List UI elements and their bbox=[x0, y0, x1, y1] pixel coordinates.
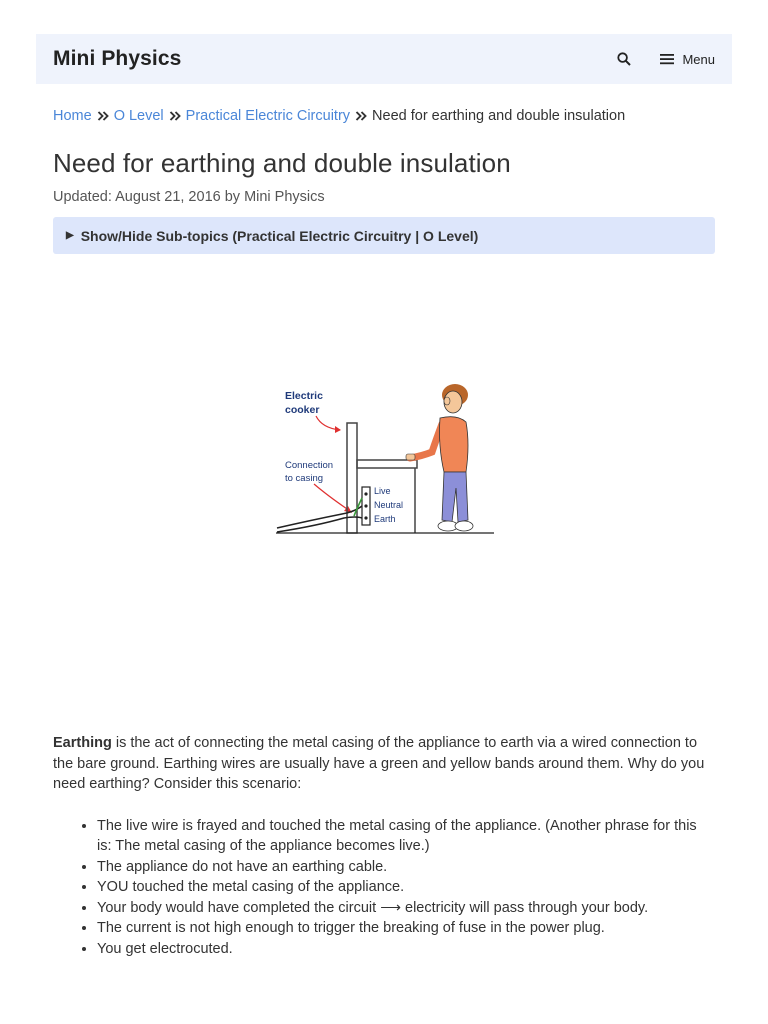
double-chevron-right-icon bbox=[97, 110, 109, 122]
list-item: • You get electrocuted. bbox=[97, 939, 715, 960]
menu-label: Menu bbox=[682, 51, 715, 67]
label-cooker: cooker bbox=[285, 404, 320, 416]
breadcrumb bbox=[53, 108, 625, 124]
menu-button[interactable] bbox=[660, 52, 715, 67]
term-earthing: Earthing bbox=[53, 735, 112, 751]
double-chevron-right-icon bbox=[169, 110, 181, 122]
double-chevron-right-icon bbox=[355, 110, 367, 122]
subtopics-toggle[interactable] bbox=[53, 217, 715, 254]
post-meta: Updated: August 21, 2016 by Mini Physics bbox=[53, 189, 325, 205]
site-title[interactable]: Mini Physics bbox=[53, 47, 182, 70]
breadcrumb-current: Need for earthing and double insulation bbox=[372, 108, 626, 124]
header-actions bbox=[614, 49, 715, 69]
intro-text: is the act of connecting the metal casing of the appliance to earth via a wired connection to the bare ground. Earthing wires are usually have a green and yellow bands around them. Why do you need earthing? Consider this scenario: bbox=[53, 735, 705, 792]
search-icon bbox=[617, 52, 631, 66]
label-connection: Connection bbox=[285, 460, 334, 471]
site-header bbox=[36, 34, 732, 84]
label-earth: Earth bbox=[374, 514, 396, 524]
list-item: • Your body would have completed the circuit ⟶ electricity will pass through your body. bbox=[97, 898, 715, 919]
breadcrumb-o-level[interactable]: O Level bbox=[113, 108, 164, 124]
triangle-right-icon: ▶ bbox=[66, 230, 74, 241]
breadcrumb-home[interactable]: Home bbox=[53, 108, 92, 124]
label-to-casing: to casing bbox=[285, 473, 324, 484]
subtopics-label: Show/Hide Sub-topics (Practical Electric Circuitry | O Level) bbox=[80, 227, 479, 244]
article-body bbox=[53, 733, 715, 959]
list-item: • The current is not high enough to trigger the breaking of fuse in the power plug. bbox=[97, 918, 715, 939]
scenario-list bbox=[53, 816, 715, 960]
label-live: Live bbox=[374, 486, 391, 496]
search-button[interactable] bbox=[614, 49, 634, 69]
hamburger-icon bbox=[660, 53, 674, 65]
list-item: • The live wire is frayed and touched the metal casing of the appliance. (Another phrase for this is: The metal casing of the appliance becomes live.) bbox=[97, 816, 715, 857]
intro-paragraph bbox=[53, 733, 715, 795]
list-item: • The appliance do not have an earthing cable. bbox=[97, 857, 715, 878]
breadcrumb-practical-electric-circuitry[interactable]: Practical Electric Circuitry bbox=[185, 108, 351, 124]
earthing-diagram bbox=[272, 380, 498, 540]
label-electric: Electric bbox=[285, 390, 323, 402]
list-item: • YOU touched the metal casing of the appliance. bbox=[97, 877, 715, 898]
label-neutral: Neutral bbox=[374, 500, 404, 510]
page-title: Need for earthing and double insulation bbox=[53, 148, 511, 178]
